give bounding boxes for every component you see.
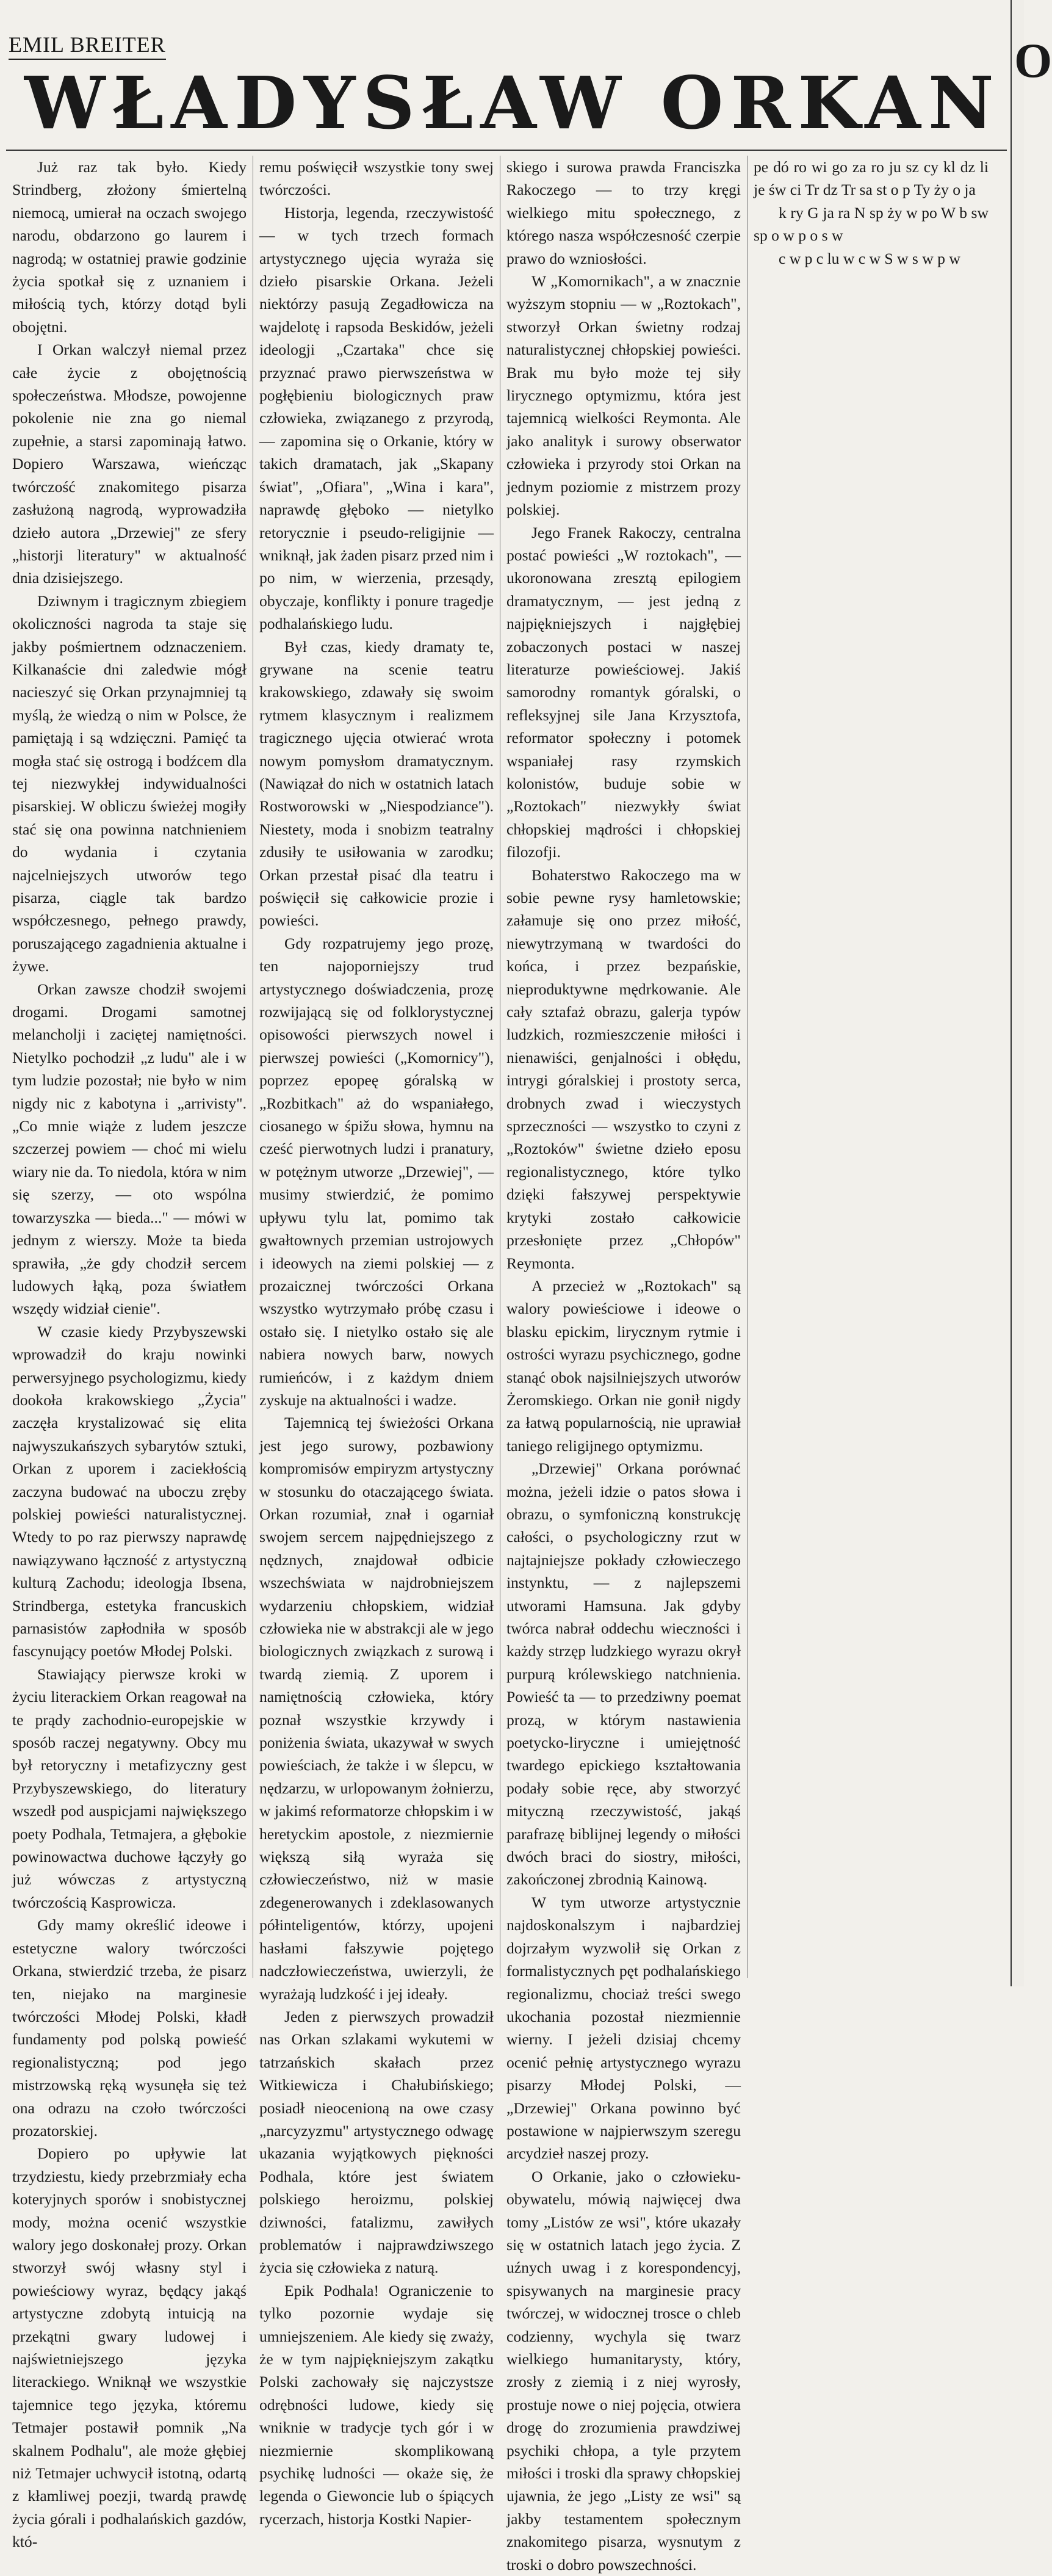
article-paragraph: Gdy rozpatrujemy jego prozę, ten najoporniejszy trud artystycznego doświadczenia, prozę rozwijającą się od folklorystycznej opisowości pierwszych nowel i pierwszej powieści („Komornicy"), poprzez epopeę góralską w „Rozbitkach" aż do wspaniałego, ciosanego w śpižu słowa, hymnu na cześć pierwotnych ludzi i pranatury, w potężnym utworze „Drzewiej", — musimy stwierdzić, że pomimo upływu tylu lat, pomimo tak gwałtownych przemian ustrojowych i ideowych na ziemi polskiej — z prozaicznej twórczości Orkana wszystko wytrzymało próbę czasu i ostało się. I nietylko ostało się ale nabiera nowych barw, nowych rumieńców, i z każdym dniem zyskuje na aktualności i wadze.: [259, 934, 494, 1409]
article-paragraph: Tajemnicą tej świeżości Orkana jest jego surowy, pozbawiony kompromisów empiryzm artystyczny w stosunku do otaczającego świata. Orkan rozumiał, znał i ogarniał swojem sercem najpędniejszego z nędznych, znajdował odbicie wszechświata w najdrobniejszem wydarzeniu chłopskiem, widział człowieka nie w abstrakcji ale w jego biologicznych związkach z surową i twardą ziemią. Z uporem i namiętnością człowieka, który poznał wszystkie krzywdy i poniżenia świata, ukazywał w swych powieściach, że także i w ślepcu, w nędzarzu, w urlopowanym żołnierzu, w jakimś reformatorze chłopskim i w heretyckim apostole, z niezmiernie większą siłą wyraża się człowieczeństwo, niż w masie zdegenerowanych i zdeklasowanych półinteligentów, którzy, upojeni hasłami fałszywie pojętego nadczłowieczeństwa, uwierzyli, że wyrażają ludzkość i jej ideały.: [259, 1414, 494, 2003]
article-paragraph: Dziwnym i tragicznym zbiegiem okoliczności nagroda ta staje się jakby pośmiertnem odznaczeniem. Kilkanaście dni zaledwie mógł nacieszyć się Orkan przynajmniej tą myślą, że wiedzą o nim w Polsce, że pamiętają i są wdzięczni. Pamięć ta mogła stać się ostrogą i bodźcem dla tej niezwykłej indywidualności pisarskiej. W obliczu świeżej mogiły stać się ona powinna natchnieniem do wydania i czytania najcelniejszych utworów tego pisarza, ciągle tak bardzo współczesnego, pełnego prawdy, poruszającego zagadnienia aktualne i żywe.: [12, 592, 247, 975]
adjacent-page-letter: O: [1014, 34, 1052, 88]
author-byline: EMIL BREITER: [9, 32, 166, 60]
article-paragraph: Historja, legenda, rzeczywistość — w tych trzech formach artystycznego ujęcia wyraża się dzieło pisarskie Orkana. Jeżeli niektórzy pasują Zegadłowicza na wajdelotę i rapsoda Beskidów, jeżeli ideologji „Czartaka" chce się przyznać prawo pierwszeństwa w pogłębieniu biologicznych praw człowieka, związanego z przyrodą,— zapomina się o Orkanie, który w takich dramatach, jak „Skapany świat", „Ofiara", „Wina i kara", naprawdę głęboko — nietylko retorycznie i pseudo-religijnie — wniknął, jak żaden pisarz przed nim i po nim, w wierzenia, przesądy, obyczaje, konflikty i ponure tragedje podhalańskiego ludu.: [259, 203, 494, 633]
article-paragraph: Jeden z pierwszych prowadził nas Orkan szlakami wykutemi w tatrzańskich skałach przez Witkiewicza i Chałubińskiego; posiadł nieocenioną na owe czasy „narcyzyzmu" artystycznego odwagę ukazania wyjątkowych piękności Podhala, które jest światem polskiego heroizmu, polskiej dziwności, fatalizmu, zawiłych problematów i najprawdziwszego życia się człowieka z naturą.: [259, 2007, 494, 2277]
article-paragraph: Bohaterstwo Rakoczego ma w sobie pewne rysy hamletowskie; załamuje się ono przez miłość, niewytrzymaną w twardości do końca, i przez bezpańskie, nieproduktywne mędrkowanie. Ale cały sztafaż obrazu, galerja typów ludzkich, rozmieszczenie miłości i nienawiści, genjalności i obłędu, intrygi góralskiej i prostoty serca, drobnych zwad i wieczystych sprzeczności — wszystko to czyni z „Roztoków" świetne dzieło eposu regionalistycznego, które tylko dzięki fałszywej perspektywie krytyki zostało całkowicie przesłonięte przez „Chłopów" Reymonta.: [506, 866, 741, 1272]
article-paragraph: A przecież w „Roztokach" są walory powieściowe i ideowe o blasku epickim, lirycznym rytmie i ostrości wyrazu psychicznego, godne stanąć obok najsilniejszych utworów Żeromskiego. Orkan nie gonił nigdy za łatwą popularnością, nie uprawiał taniego religijnego optymizmu.: [506, 1276, 741, 1455]
article-paragraph: „Drzewiej" Orkana porównać można, jeżeli idzie o patos słowa i obrazu, o symfoniczną konstrukcję całości, o psychologiczny rzut w najtajniejsze pokłady człowieczego instynktu, — z najlepszemi utworami Hamsuna. Jak gdyby twórca nabrał oddechu wieczności i każdy strzęp ludzkiego wyrazu okrył purpurą królewskiego natchnienia. Powieść ta — to przedziwny poemat prozą, w którym nastawienia poetycko-liryczne i umiejętność twardego epickiego kształtowania podały sobie ręce, aby stworzyć mityczną rzeczywistość, jakąś parafrazę biblijnej legendy o miłości dwóch braci do siostry, miłości, zakończonej zbrodnią Kainową.: [506, 1460, 741, 1889]
article-paragraph: Już raz tak było. Kiedy Strindberg, złożony śmiertelną niemocą, umierał na oczach swojego narodu, obdarzono go laurem i nagrodą; w ostatniej prawie godzinie życia spotkał się z uznaniem i miłością tych, którzy dotąd byli obojętni.: [12, 158, 247, 336]
article-paragraph: Orkan zawsze chodził swojemi drogami. Drogami samotnej melancholji i zaciętej namiętności. Nietylko pochodził „z ludu" ale i w tym ludzie pozostał; nie było w nim nigdy nic z kabotyna i „arrivisty". „Co mnie wiąże z ludem jeszcze szczerzej powiem — choć mi wielu wiary nie da. To niedola, która w nim się szerzy, — oto wspólna towarzyszka — bieda..." — mówi w jednym z wierszy. Może ta bieda sprawiła, „że gdy chodził sercem ludowych łąką, poza światłem wszędy widział cienie".: [12, 980, 247, 1318]
article-paragraph: remu poświęcił wszystkie tony swej twórczości.: [259, 158, 494, 199]
article-paragraph: Stawiający pierwsze kroki w życiu literackiem Orkan reagował na te prądy zachodnio-europejskie w sposób raczej negatywny. Obcy mu był retoryczny i metafizyczny gest Przybyszewskiego, do literatury wszedł pod auspicjami największego poety Podhala, Tetmajera, a głębokie powinowactwa duchowe łączyły go już wówczas z artystyczną twórczością Kasprowicza.: [12, 1665, 247, 1911]
article-columns: [6, 156, 1008, 2574]
article-paragraph: Epik Podhala! Ograniczenie to tylko pozornie wydaje się umniejszeniem. Ale kiedy się zważy, że w tym najpiękniejszym zakątku Polski zachowały się najczystsze odrębności ludowe, kiedy się wniknie w tradycje tych gór i w niezmiernie skomplikowaną psychikę ludności — okaże się, że legenda o Giewoncie lub o śpiących rycerzach, historja Kostki Napier-: [259, 2281, 494, 2528]
article-paragraph: O Orkanie, jako o człowieku-obywatelu, mówią najwięcej dwa tomy „Listów ze wsi", które ukazały się w ostatnich latach jego życia. Z uźnych uwag i z korespondencyj, spisywanych na marginesie pracy twórczej, w widocznej trosce o chleb codzienny, wychyla się twarz wielkiego humanitarysty, który, zrosły z ziemią i z niej wyrosły, prostuje nowe o niej pojęcia, otwiera drogę do zrozumienia prawdziwej psychiki chłopa, a tyle przytem miłości i troski dla sprawy chłopskiej ujawnia, że jego „Listy ze wsi" są jakby testamentem społecznym znakomitego pisarza, wysnutym z troski o dobro powszechności.: [506, 2167, 741, 2574]
article-paragraph: W czasie kiedy Przybyszewski wprowadził do kraju nowinki perwersyjnego psychologizmu, kiedy dookoła krakowskiego „Życia" zaczęła krystalizować się elita najwyszukańszych sybarytów sztuki, Orkan z uporem i zaciekłością zaczyna budować na uboczu zręby polskiej powieści naturalistycznej. Wtedy to po raz pierwszy naprawdę nawiązywano łączność z artystyczną kulturą Zachodu; ideologja Ibsena, Strindberga, estetyka francuskich parnasistów zapłodniła w sposób fascynujący poetów Młodej Polski.: [12, 1322, 247, 1660]
article-paragraph: I Orkan walczył niemal przez całe życie z obojętnością społeczeństwa. Młodsze, powojenne pokolenie nie zna go niemal zupełnie, a starsi zapominają łatwo. Dopiero Warszawa, wieńcząc twórczość znakomitego pisarza zasłużoną nagrodą, wyprowadziła dzieło autora „Drzewiej" ze sfery „historji literatury" w aktualność dnia dzisiejszego.: [12, 341, 247, 587]
adjacent-page-strip: [1011, 0, 1052, 1986]
article-paragraph: Dopiero po upływie lat trzydziestu, kiedy przebrzmiały echa koteryjnych sporów i snobistycznej mody, można ocenić wszystkie walory jego doskonałej prozy. Orkan stworzył swój własny styl i powieściowy wyraz, będący jakąś artystyczne zdobytą intuicją na przekątni gwary ludowej i najświetniejszego języka literackiego. Wniknął we wszystkie tajemnice tego języka, któremu Tetmajer postawił pomnik „Na skalnem Podhalu", ale może głębiej niż Tetmajer uchwycił istotną, odartą z kłamliwej poezji, twardą prawdę życia górali i podhalańskich gazdów, któ-: [12, 2144, 247, 2551]
article-paragraph: Gdy mamy określić ideowe i estetyczne walory twórczości Orkana, stwierdzić trzeba, że pisarz ten, niejako na marginesie twórczości Młodej Polski, kładł fundamenty pod polską powieść regionalistyczną; pod jego mistrzowską ręką wysunęła się też ona odrazu na czoło twórczości prozatorskiej.: [12, 1916, 247, 2140]
article-paragraph: k ry G ja ra N sp ży w po W b sw sp o w p o s w: [754, 203, 989, 245]
article-paragraph: W „Komornikach", a w znacznie wyższym stopniu — w „Roztokach", stworzył Orkan świetny rodzaj naturalistycznej chłopskiej powieści. Brak mu było może tej siły lirycznego optymizmu, która jest tajemnicą wielkości Reymonta. Ale jako analityk i surowy obserwator człowieka i przyrody stoi Orkan na jednym poziomie z mistrzem prozy polskiej.: [506, 272, 741, 519]
text-column-4: [748, 156, 995, 1978]
headline: WŁADYSŁAW ORKAN: [24, 60, 1001, 145]
text-column-2: [253, 156, 500, 2528]
article-paragraph: Był czas, kiedy dramaty te, grywane na scenie teatru krakowskiego, zdawały się swoim rytmem klasycznym i realizmem tragicznego ujęcia otwierać wrota nowym pomysłom dramatycznym. (Nawiązał do nich w ostatnich latach Rostworowski w „Niespodziance"). Niestety, moda i snobizm teatralny zdusiły te usiłowania w zarodku; Orkan przestał pisać dla teatru i poświęcił się całkowicie prozie i powieści.: [259, 637, 494, 930]
header-rule: [6, 150, 1007, 151]
article-paragraph: c w p c lu w c w S w s w p w: [778, 249, 960, 267]
article-paragraph: pe dó ro wi go za ro ju sz cy kl dz li je św ci Tr dz Tr sa st o p Ty ży o ja: [754, 158, 989, 199]
text-column-3: [500, 156, 748, 2574]
article-paragraph: skiego i surowa prawda Franciszka Rakoczego — to trzy kręgi wielkiego mitu społecznego, z którego nasza współczesność czerpie prawo do wzniosłości.: [506, 158, 741, 267]
article-paragraph: Jego Franek Rakoczy, centralna postać powieści „W roztokach", — ukoronowana zresztą epilogiem dramatycznym, — jest jedną z najpiękniejszych i najgłębiej zobaczonych postaci w naszej literaturze powieściowej. Jakiś samorodny romantyk góralski, o refleksyjnej sile Jana Krzysztofa, reformator społeczny i potomek wspaniałej rasy rzymskich kolonistów, buduje sobie w „Roztokach" niezwykły świat chłopskiej mądrości i chłopskiej filozofji.: [506, 523, 741, 861]
article-paragraph: W tym utworze artystycznie najdoskonalszym i najbardziej dojrzałym wyzwolił się Orkan z formalistycznych pęt podhalańskiego regionalizmu, chociaż treści swego ukochania pozostał niezmiennie wierny. I jeżeli dzisiaj chcemy ocenić pełnię artystycznego wyrazu pisarzy Młodej Polski, — „Drzewiej" Orkana powinno być postawione w najpierwszym szeregu arcydzieł naszej prozy.: [506, 1893, 741, 2163]
text-column-1: [6, 156, 253, 2551]
